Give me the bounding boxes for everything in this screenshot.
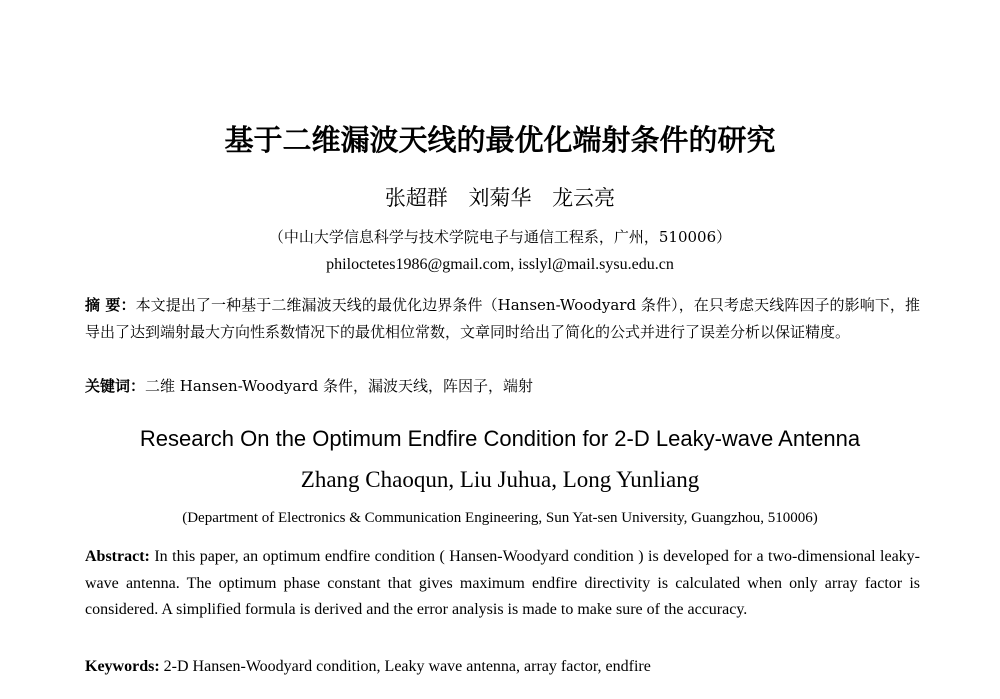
chinese-keywords-label: 关键词： bbox=[85, 377, 146, 395]
chinese-authors: 张超群 刘菊华 龙云亮 bbox=[384, 186, 616, 210]
english-authors: Zhang Chaoqun, Liu Juhua, Long Yunliang bbox=[300, 467, 700, 492]
chinese-affiliation: （中山大学信息科学与技术学院电子与通信工程系，广州，510006） bbox=[268, 228, 732, 246]
chinese-title: 基于二维漏波天线的最优化端射条件的研究 bbox=[224, 123, 776, 157]
english-title: Research On the Optimum Endfire Condition for 2-D Leaky-wave Antenna bbox=[139, 426, 861, 451]
author-emails: philoctetes1986@gmail.com, isslyl@mail.sysu.edu.cn bbox=[326, 256, 674, 273]
chinese-keywords-text: 二维 Hansen-Woodyard 条件，漏波天线，阵因子，端射 bbox=[145, 377, 533, 395]
english-keywords-text: 2-D Hansen-Woodyard condition, Leaky wave antenna, array factor, endfire bbox=[163, 658, 651, 675]
chinese-abstract bbox=[85, 292, 920, 346]
english-abstract bbox=[85, 544, 920, 624]
english-keywords bbox=[85, 654, 920, 680]
english-abstract-label: Abstract: bbox=[85, 548, 150, 565]
english-affiliation: (Department of Electronics & Communication Engineering, Sun Yat-sen University, Guangzhou, 510006) bbox=[182, 510, 818, 526]
english-keywords-label: Keywords: bbox=[85, 658, 160, 675]
chinese-abstract-text: 本文提出了一种基于二维漏波天线的最优化边界条件（Hansen-Woodyard 条件），在只考虑天线阵因子的影响下，推导出了达到端射最大方向性系数情况下的最优相位常数，文章同时给出了简化的公式并进行了误差分析以保证精度。 bbox=[85, 296, 920, 341]
chinese-abstract-label: 摘 要： bbox=[85, 296, 136, 314]
chinese-keywords bbox=[85, 373, 920, 400]
english-abstract-text: In this paper, an optimum endfire condition ( Hansen-Woodyard condition ) is developed for a two-dimensional leaky-wave antenna. The optimum phase constant that gives maximum endfire directivity is calculated when only array factor is considered. A simplified formula is derived and the error analysis is made to make sure of the accuracy. bbox=[85, 548, 921, 618]
